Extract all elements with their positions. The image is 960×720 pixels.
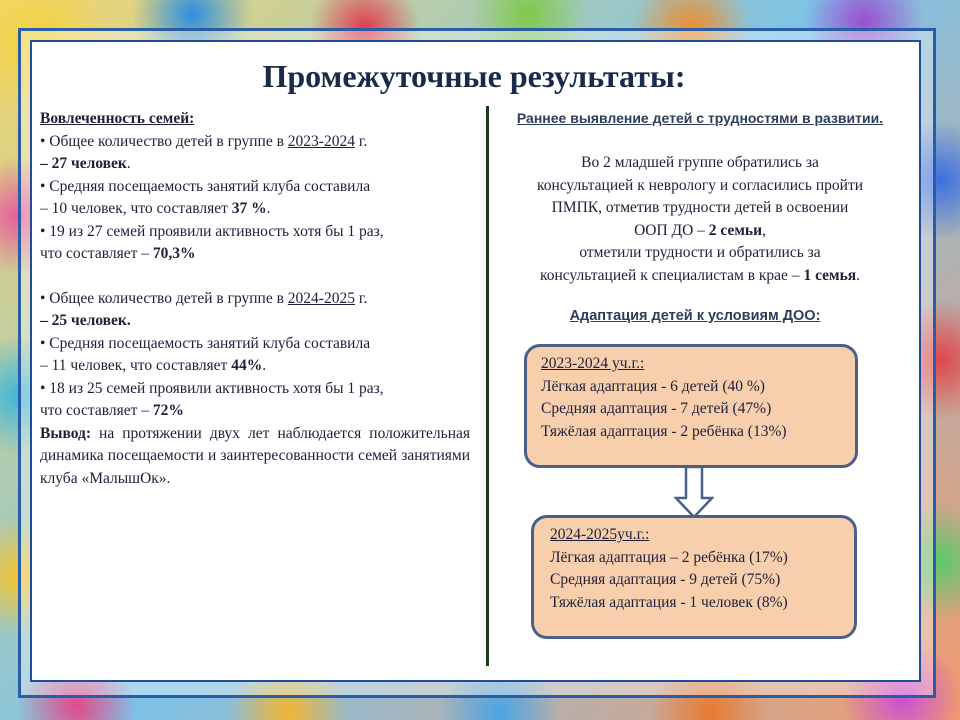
adaptation-box-2023	[524, 344, 858, 468]
family-involvement-section	[40, 108, 470, 490]
attendance-2024-line: • Средняя посещаемость занятий клуба составила	[40, 334, 371, 352]
adaptation-light-2023: Лёгкая адаптация - 6 детей (40 %)	[541, 377, 765, 395]
family-involvement-heading: Вовлеченность семей:	[40, 110, 195, 127]
attendance-2023-value: – 10 человек, что составляет 37 %.	[40, 200, 271, 217]
adaptation-heading: Адаптация детей к условиям ДОО:	[569, 308, 821, 324]
adaptation-box-2024	[531, 515, 857, 639]
total-children-2023-line: • Общее количество детей в группе в 2023-2024 г.	[40, 132, 368, 150]
adaptation-year-2023: 2023-2024 уч.г.:	[541, 355, 645, 372]
total-children-2024-value: – 25 человек.	[40, 312, 131, 329]
adaptation-severe-2023: Тяжёлая адаптация - 2 ребёнка (13%)	[541, 422, 787, 440]
activity-2024-line: • 18 из 25 семей проявили активность хотя бы 1 раз,	[40, 379, 384, 397]
early-detection-text: Во 2 младшей группе обратились за консультацией к неврологу и согласились пройти ПМПК, отметив трудности детей в освоении ООП ДО – 2 семьи, отметили трудности и обратились за консультацией к специалистам в крае – 1 семья.	[536, 154, 864, 284]
attendance-2024-value: – 11 человек, что составляет 44%.	[40, 357, 267, 374]
activity-2023-value: что составляет – 70,3%	[40, 245, 196, 262]
activity-2023-line: • 19 из 27 семей проявили активность хотя бы 1 раз,	[40, 222, 384, 240]
activity-2024-value: что составляет – 72%	[40, 402, 184, 419]
adaptation-light-2024: Лёгкая адаптация – 2 ребёнка (17%)	[550, 548, 788, 566]
slide-title: Промежуточные результаты:	[262, 58, 686, 94]
adaptation-year-2024: 2024-2025уч.г.:	[550, 526, 650, 543]
adaptation-severe-2024: Тяжёлая адаптация - 1 человек (8%)	[550, 593, 788, 611]
adaptation-medium-2024: Средняя адаптация - 9 детей (75%)	[550, 571, 781, 588]
down-arrow-icon	[674, 466, 714, 518]
conclusion-paragraph: Вывод: на протяжении двух лет наблюдается положительная динамика посещаемости и заинтересованности семей занятиями клуба «МалышОк».	[40, 424, 470, 487]
total-children-2023-value: – 27 человек.	[40, 155, 131, 172]
total-children-2024-line: • Общее количество детей в группе в 2024-2025 г.	[40, 289, 368, 307]
attendance-2023-line: • Средняя посещаемость занятий клуба составила	[40, 177, 371, 195]
column-divider	[486, 106, 489, 666]
adaptation-medium-2023: Средняя адаптация - 7 детей (47%)	[541, 400, 772, 417]
early-detection-heading: Раннее выявление детей с трудностями в развитии.	[516, 110, 884, 126]
